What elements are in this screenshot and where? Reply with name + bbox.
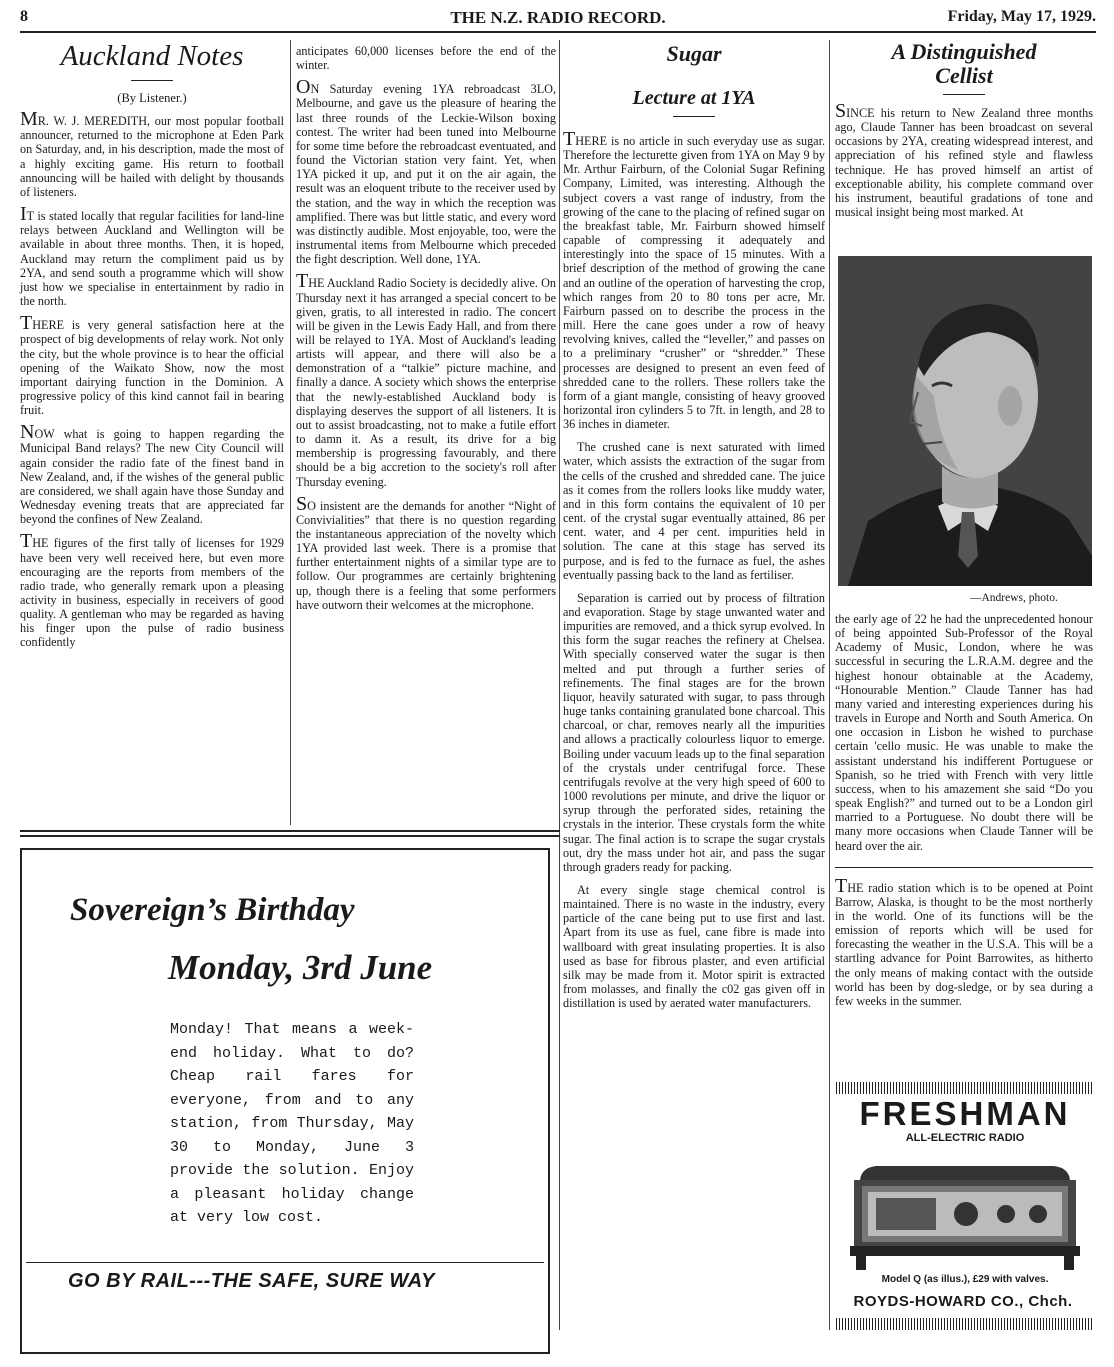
ad-border-top xyxy=(836,1082,1094,1094)
ad-border-bottom xyxy=(836,1318,1094,1330)
auckland-para-1: MR. W. J. MEREDITH, our most popular football announcer, returned to the microphone at Eden Park on Saturday, and, in his description, made the most of a highly exciting game. His return to football announcing will be hailed with delight by thousands of listeners. xyxy=(20,108,284,199)
auckland-para-7: ON Saturday evening 1YA rebroadcast 3LO, Melbourne, and gave us the pleasure of hearing the last three rounds of the Leckie-Wilson boxing contest. The writer had been tuned into Melbourne for some time before the rebroadcast eventuated, and found the Victorian station very faint. Yet, when 1YA picked it up, and put it on the air again, the result was an eloquent tribute to the receiver used by the station, and the way in which the reception was amplified. There was but little static, and every word was distinctly audible. Most enjoyable, too, were the instrumental items from Melbourne which preceded the fight description. Well done, 1YA. xyxy=(296,76,556,267)
auckland-para-2: IT is stated locally that regular facilities for land-line relays between Auckland and Wellington will be available in about three months. Then, it is hoped, Auckland may return the compliment paid us by 2YA, and send south a programme which will show just how we specialise in entertainment by radio in the north. xyxy=(20,203,284,309)
auckland-para-6: anticipates 60,000 licenses before the end of the winter. xyxy=(296,44,556,73)
auckland-byline: (By Listener.) xyxy=(117,91,187,105)
column-divider xyxy=(290,40,291,825)
auckland-para-4: NOW what is going to happen regarding the Municipal Band relays? The new City Council will again consider the radio fate of the finest band in New Zealand, and, if the wishes of the general public are considered, we shall again have those Sunday and Wednesday evening treats that are appreciated far beyond the confines of New Zealand. xyxy=(20,421,284,527)
section-rule xyxy=(835,867,1093,868)
cellist-portrait-photo xyxy=(838,256,1092,586)
heading-rule xyxy=(943,94,985,95)
auckland-para-3: THERE is very general satisfaction here at the prospect of big developments of relay work. Not only the city, but the whole province is to hear the official opening of the Waikato Show, now the most important dairying function in the Dominion. A progressive policy of this kind cannot fail in bearing fruit. xyxy=(20,312,284,418)
masthead-rule xyxy=(20,31,1096,33)
photo-credit: —Andrews, photo. xyxy=(970,592,1058,604)
radio-cabinet-illustration xyxy=(846,1148,1084,1272)
sugar-column xyxy=(563,40,825,1019)
column-divider xyxy=(829,40,830,1330)
cellist-para-2: the early age of 22 he had the unprecedented honour of being appointed Sub-Professor of the Royal Academy of Music, London, where he was successful in securing the L.R.A.M. degree and the highest honour obtainable at the Academy, “Honourable Mention.” Claude Tanner has had many varied and interesting experiences during his travels in Europe and North and South America. On one occasion in Lisbon he wished to purchase certain 'cello music. He was unable to make the assistant understand his indifferent Portuguese or Spanish, so he tried with French with very little success, when to his amazement she said “Do you speak English?” and turned out to be a London girl married to a Portuguese. No doubt there will be many more occasions when Claude Tanner will be heard over the air. xyxy=(835,612,1093,853)
sugar-subheading: Lecture at 1YA xyxy=(632,87,756,109)
auckland-heading: Auckland Notes xyxy=(60,40,244,72)
sugar-para-2: The crushed cane is next saturated with limed water, which assists the extraction of the sugar from the cells of the crushed and shredded cane. The juice as it comes from the rollers looks like muddy water, and in this form contains the equivalent of 10 per cent. of the crystal sugar eventually attained, 86 per cent. water, and 4 per cent. impurities held in solution. The cane at this stage has served its purpose, and is fed to the furnace as fuel, the ashes eventually passing back to the land as fertiliser. xyxy=(563,440,825,582)
rail-divider xyxy=(26,1262,544,1264)
cellist-para-1: SINCE his return to New Zealand three months ago, Claude Tanner has been broadcast on several occasions by 2YA, creating widespread interest, and appreciation of his refined style and flawless technique. He has proved himself an artist of exceptionable ability, his complete command over his instrument, beautiful gradations of tone and musical insight being most marked. At xyxy=(835,100,1093,220)
cellist-heading-line2: Cellist xyxy=(935,63,993,88)
freshman-subtitle: ALL-ELECTRIC RADIO xyxy=(905,1132,1025,1144)
freshman-model-line: Model Q (as illus.), £29 with valves. xyxy=(881,1274,1049,1285)
auckland-column-2 xyxy=(296,44,556,621)
cellist-column-bottom xyxy=(835,612,1093,1017)
rail-headline-2: Monday, 3rd June xyxy=(168,948,433,987)
heading-rule xyxy=(673,116,715,117)
sugar-para-3: Separation is carried out by process of filtration and evaporation. Stage by stage unwanted water and impurities are removed, and a thick syrup evolved. In this form the sugar reaches the refinery at Chelsea. With specially conserved water the sugar is then melted and put through a further series of refinements. The final stages are for the brown liquor, heavily saturated with sugar, to pass through huge tanks containing granulated bone charcoal. This charcoal, or char, removes nearly all the impurities and allows a practically colourless liquor to emerge. Boiling under vacuum leads up to the final separation of the crystals under centrifugal force. These centrifugals revolve at the very high speed of 600 to 1000 revolutions per minute, and drive the liquor or syrup through the perforated sides, retaining the crystals in the interior. These crystals form the white sugar. The final action is to scrape the sugar crystals out, dry the mass under hot air, and pass the sugar through graders ready for packing. xyxy=(563,590,825,874)
ad-rule xyxy=(20,835,560,837)
sugar-heading: Sugar xyxy=(666,41,722,66)
cellist-heading-line1: A Distinguished xyxy=(891,39,1037,64)
issue-date: Friday, May 17, 1929. xyxy=(947,8,1096,25)
auckland-para-5: THE figures of the first tally of licenses for 1929 have been very well received here, but even more encouraging are the reports from members of the radio trade, who generally remark upon a pleasing activity in business, especially in receivers of good quality. A gentleman who may be regarded as having his finger upon the pulse of radio business confidently xyxy=(20,530,284,650)
masthead xyxy=(20,4,1096,32)
sugar-para-4: At every single stage chemical control is maintained. There is no waste in the industry, every particle of the cane being put to use first and last. Apart from its use as fuel, cane fibre is made into wallboard with great insulating properties. It is also used as base for fibrous plaster, and even artificial silk may be made from it. Motor spirit is extracted from molasses, and finally the c02 gas given off in distillation is used by aerated water manufacturers. xyxy=(563,882,825,1011)
auckland-column-1 xyxy=(20,38,284,659)
sugar-para-1: THERE is no article in such everyday use as sugar. Therefore the lecturette given from 1YA on May 9 by Mr. Arthur Fairburn, of the Colonial Sugar Refining Company, Limited, was interesting. Although the subject covers a vast range of industry, from the growing of the cane to the placing of refined sugar on the breakfast table, Mr. Fairburn showed himself capable of compressing it adequately and interestingly into the space of 15 minutes. With a brief description of the method of growing the cane and an outline of the operation of harvesting the crop, which ranges from 20 to 80 tons per acre, Mr. Fairburn passed on to describe the process in the mill. Here the cane goes under a row of heavy revolving knives, called the “leveller,” and passes on to a preliminary “crusher” or “shredder.” These processes are designed to present an even feed of shredded cane to the rollers. These rollers take the form of a giant mangle, consisting of heavy grooved horizontal iron cylinders 5 to 7ft. in length, and 28 to 36 inches in diameter. xyxy=(563,128,825,432)
newspaper-title: THE N.Z. RADIO RECORD. xyxy=(450,8,666,27)
heading-rule xyxy=(131,80,173,81)
auckland-para-9: SO insistent are the demands for another “Night of Convivialities” that there is no question regarding the instantaneous appreciation of the novelty which 1YA provided last week. There is a promise that further entertainment nights of a similar type are to follow. Our programmes are certainly brightening up, though there is a feeling that some performers have outworn their welcomes at the microphone. xyxy=(296,492,556,612)
rail-headline-1: Sovereign’s Birthday xyxy=(70,892,355,928)
ad-rule xyxy=(20,830,560,832)
auckland-para-8: THE Auckland Radio Society is decidedly alive. On Thursday next it has arranged a special concert to be given, gratis, to all interested in radio. The concert will be given in the Lewis Eady Hall, and from there will be relayed to 1YA. Most of Auckland's leading artists will appear, and there will also be a demonstration of a “talkie” picture machine, and finally a dance. A society which shows the enterprise that the newly-established Auckland body is displaying deserves the support of all listeners. It is out to assist broadcasting, not to make a futile effort to damn it. As a result, its drive for a big membership is progressing favourably, and there should be a big accretion to the society's roll after Thursday evening. xyxy=(296,270,556,489)
rail-slogan: GO BY RAIL---THE SAFE, SURE WAY xyxy=(68,1270,435,1292)
freshman-brand: FRESHMAN xyxy=(859,1095,1071,1132)
rail-advertisement xyxy=(20,848,550,1354)
rail-body: Monday! That means a week-end holiday. What to do? Cheap rail fares for everyone, from and to any station, from Thursday, May 30 to Monday, June 3 provide the solution. Enjoy a pleasant holiday change at very low cost. xyxy=(170,1021,414,1226)
freshman-company: ROYDS-HOWARD CO., Chch. xyxy=(853,1293,1073,1310)
cellist-column-top xyxy=(835,40,1093,228)
column-divider xyxy=(559,40,560,1330)
point-barrow-para: THE radio station which is to be opened at Point Barrow, Alaska, is thought to be the most northerly in the world. One of its functions will be the emission of reports which will be used for forecasting the weather in the U.S.A. This will be a startling advance for Point Barrowites, as hitherto the only means of making contact with the outside world has been by dog-sledge, or by sea during a few weeks in the summer. xyxy=(835,874,1093,1008)
page-number: 8 xyxy=(20,8,28,25)
